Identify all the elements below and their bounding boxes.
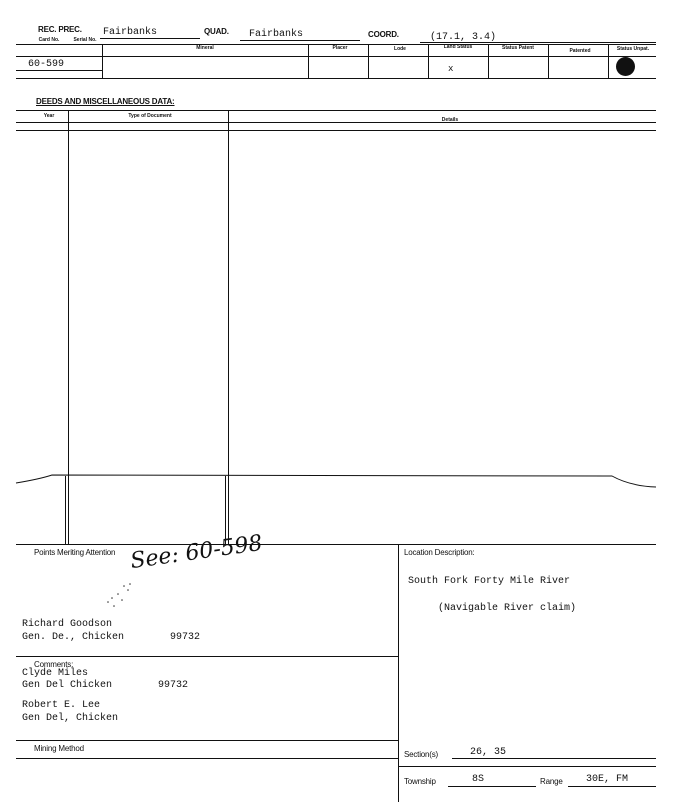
points-meriting-attention-label: Points Meriting Attention [34,548,116,557]
quad-label: QUAD. [204,27,229,36]
location-line-2: (Navigable River claim) [438,603,577,614]
township-label: Township [404,777,436,786]
col-lode: Lode [394,46,406,52]
township-top-rule [398,766,656,767]
land-status-mark: x [448,64,454,74]
lower-top-rule [16,544,656,545]
rec-prec-value: Fairbanks [103,27,158,38]
mining-method-top-rule [16,740,398,741]
handwritten-see-reference: See: 60-598 [128,530,265,575]
lower-center-divider [398,544,399,802]
col-land-status: Land Status [443,44,473,50]
col-mineral: Mineral [196,45,214,51]
person2-zip: 99732 [158,680,189,691]
person3-name: Robert E. Lee [22,700,101,711]
person1-address: Gen. De., Chicken [22,632,125,643]
mining-method-label: Mining Method [34,744,84,753]
col-details: Details [441,117,459,123]
township-value: 8S [472,774,485,785]
col-patented: Patented [569,48,591,54]
location-line-1: South Fork Forty Mile River [408,576,571,587]
range-underline [568,786,656,787]
col-serial-no: Serial No. [73,37,97,43]
col-placer: Placer [332,45,348,51]
person1-name: Richard Goodson [22,619,113,630]
sections-value: 26, 35 [470,747,507,758]
coord-value: (17.1, 3.4) [430,32,497,43]
person3-address: Gen Del, Chicken [22,713,119,724]
range-value: 30E, FM [586,774,629,785]
township-underline [448,786,536,787]
comments-top-rule [16,656,398,657]
person2-name: Clyde Miles [22,668,89,679]
quad-value: Fairbanks [249,29,304,40]
rec-prec-label: REC. PREC. [38,25,82,34]
comments-label: Comments: [34,660,74,669]
mining-method-rule [16,758,398,759]
col-status-unpat: Status Unpat. [616,46,650,52]
range-label: Range [540,777,563,786]
sections-label: Section(s) [404,750,439,759]
person1-zip: 99732 [170,632,201,643]
location-description-label: Location Description: [404,548,475,557]
col-year: Year [43,113,55,119]
col-card-no: Card No. [38,37,60,43]
coord-label: COORD. [368,30,399,39]
card-no-value: 60-599 [28,59,65,70]
col-type-of-document: Type of Document [128,113,172,119]
deeds-title: DEEDS AND MISCELLANEOUS DATA: [36,97,175,106]
pencil-smudge [100,580,140,610]
person2-address: Gen Del Chicken [22,680,113,691]
sections-underline [452,758,656,759]
col-status-patent: Status Patent [502,45,534,51]
